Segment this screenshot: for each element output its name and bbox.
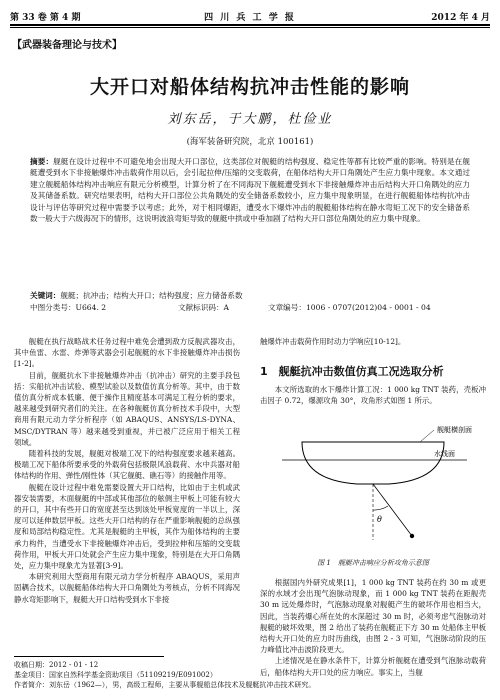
keywords-text: 舰艇；抗冲击；结构大开口；结构强度；应力储备系数 — [60, 291, 243, 300]
header-rule-thin — [10, 27, 490, 28]
author-bio: 作者简介：刘东岳（1962—），男，高级工程师，主要从事舰船总体技术及舰艇抗冲击技术研究。 — [14, 681, 316, 689]
angle-label: θ — [377, 515, 382, 524]
body-paragraph: 舰艇在设计过程中难免需要设置大开口结构，比如由于主机或武器安装需要，木面舰艇的中部或其他部位的舷侧主甲板上可能有较大的开口，其中有些开口的宽度甚至达到该处甲板宽度的一半以上，深度可以延伸数层甲板。这些大开口结构的存在严重影响舰艇的总纵强度和局部结构稳定性。尤其是舰艇的主甲板，其作为船体结构的主要承力构件，当遭受水下非接触爆炸冲击后，受到拉伸和压缩的交变载荷作用，甲板大开口处就会产生应力集中现象，特别是在大开口角隅处，应力集中现象尤为显著[3-9]。 — [14, 482, 240, 571]
footnote-rule — [14, 656, 164, 657]
body-paragraph: 上述情况是在静水条件下，计算分析舰艇在遭受到气泡脉动载荷后，船体结构大开口处的应力响应。事实上，当舰 — [260, 656, 486, 677]
issue-date: 2012 年 4 月 — [431, 13, 490, 23]
section-heading: 1 舰艇抗冲击数值仿真工况选取分析 — [260, 365, 444, 378]
abstract — [30, 156, 470, 224]
journal-name: 四 川 兵 工 学 报 — [204, 13, 296, 23]
abstract-text: 舰艇在设计过程中不可避免地会出现大开口部位，这类部位对舰艇的结构强度、稳定性等都有比较严重的影响。特别是在舰艇遭受到水下非接触爆炸冲击载荷作用以后，会引起拉伸/压缩的交变载荷，在船体结构大开口角隅处产生应力集中现象。本文通过建立舰艇船体结构冲击响应有限元分析模型，计算分析了在不同海况下舰艇遭受到水下非接触爆炸冲击后结构大开口角隅处的应力及其储备系数。研究结果表明，结构大开口部位公共角隅处的安全储备系数较小，应力集中现象明显，在进行舰艇船体结构抗冲击设计与评估等研究过程中需要予以考虑；此外，对于相同爆距，遭受水下爆炸冲击的舰艇船体结构在静水弯矩工况下的安全储备系数一般大于六级海况下的情形，这说明波浪弯矩导致的舰艇中拱或中垂加剧了结构大开口部位角隅处的应力集中现象。 — [30, 157, 471, 224]
body-paragraph: 随着科技的发展，舰艇对极端工况下的结构强度要求越来越高。极端工况下船体所要承受的外载荷包括极限风浪载荷、水中兵器对船体结构的作用、弹性/刚性体（其它舰艇、礁石等）的接触作用等。 — [14, 449, 240, 481]
authors: 刘东岳，于大鹏，杜俭业 — [167, 112, 333, 127]
issue-info: 第 33 卷 第 4 期 — [10, 13, 81, 23]
classification-line — [30, 302, 470, 314]
body-paragraph-continued: 触爆炸冲击载荷作用时动力学响应[10-12]。 — [260, 337, 406, 346]
footnotes — [14, 660, 484, 690]
section-label: 【武器装备理论与技术】 — [12, 40, 122, 51]
body-paragraph: 舰艇在执行战略战术任务过程中难免会遭到敌方反舰武器攻击，其中鱼雷、水雷、炸弹等武器会引起舰艇的水下非接触爆炸冲击损伤[1-2]。 — [14, 337, 240, 369]
figure-attack-angle — [262, 410, 484, 550]
keywords-label: 关键词： — [30, 291, 61, 300]
charge-point — [410, 534, 414, 538]
section-text: 本文所选取的水下爆炸计算工况：1 000 kg TNT 装药，壳板冲击因子 0.72，爆源攻角 30°，攻角形式如图 1 所示。 — [260, 385, 486, 406]
ship-section-label: 舰艇横剖面 — [437, 426, 472, 434]
body-paragraph: 目前，舰艇抗水下非接触爆炸冲击（抗冲击）研究的主要手段包括：实船抗冲击试验、模型试验以及数值仿真分析等。其中，由于数值仿真分析成本低廉、便于操作且精度基本可满足工程分析的要求，越来越受到研究者们的关注。在各种舰艇仿真分析技术手段中，大型商用有限元动力学分析程序（如 ABAQUS、ANSYS/LS-DYNA、MSC/DYTRAN 等）越来越受到重视，并已被广泛应用于相关工程领域。 — [14, 370, 240, 447]
clc-number: 中图分类号：U664. 2 — [30, 303, 107, 312]
fund-project: 基金项目：国家自然科学基金资助项目（51109219/E091002） — [14, 671, 217, 679]
left-column — [14, 336, 240, 605]
affiliation: (海军装备研究院，北京 100161) — [186, 137, 314, 147]
keywords — [30, 290, 470, 301]
waterline-label: 水线面 — [434, 450, 455, 458]
body-paragraph: 根据国内外研究成果[1]，1 000 kg TNT 装药在约 30 m 或更深的水域才会出现气泡脉动现象，而 1 000 kg TNT 装药在距舰壳 30 m 远处爆炸时，气泡脉动现象对舰艇产生的破坏作用也相当大，因此，当装药爆心所在处的水深超过 30 m 时，必须考虑气泡脉动对舰艇的破坏效果，图 2 给出了装药在舰艇正下方 30 m 处船体主甲板结构大开口处的应力时历曲线，由图 2 - 3 可知，气泡脉动阶段的压力峰值比冲击波阶段更大。 — [260, 578, 486, 655]
received-date: 收稿日期：2012 - 01 - 12 — [14, 661, 99, 669]
running-header — [10, 8, 490, 24]
doc-code: 文献标识码：A — [178, 303, 230, 312]
abstract-label: 摘要： — [30, 157, 54, 166]
body-paragraph: 本研究利用大型商用有限元动力学分析程序 ABAQUS，采用声固耦合技术，以舰艇船体结构大开口角隅处为考核点，分析不同海况静水弯矩影响下，舰艇大开口结构受到水下非接 — [14, 572, 240, 604]
figure-caption: 图 1 舰艇冲击响应分析攻角示意图 — [317, 559, 429, 567]
right-column-intro — [260, 336, 486, 347]
article-number: 文章编号：1006 - 0707(2012)04 - 0001 - 04 — [268, 303, 431, 312]
header-rule-thick — [10, 24, 490, 26]
paper-title: 大开口对船体结构抗冲击性能的影响 — [89, 76, 410, 98]
